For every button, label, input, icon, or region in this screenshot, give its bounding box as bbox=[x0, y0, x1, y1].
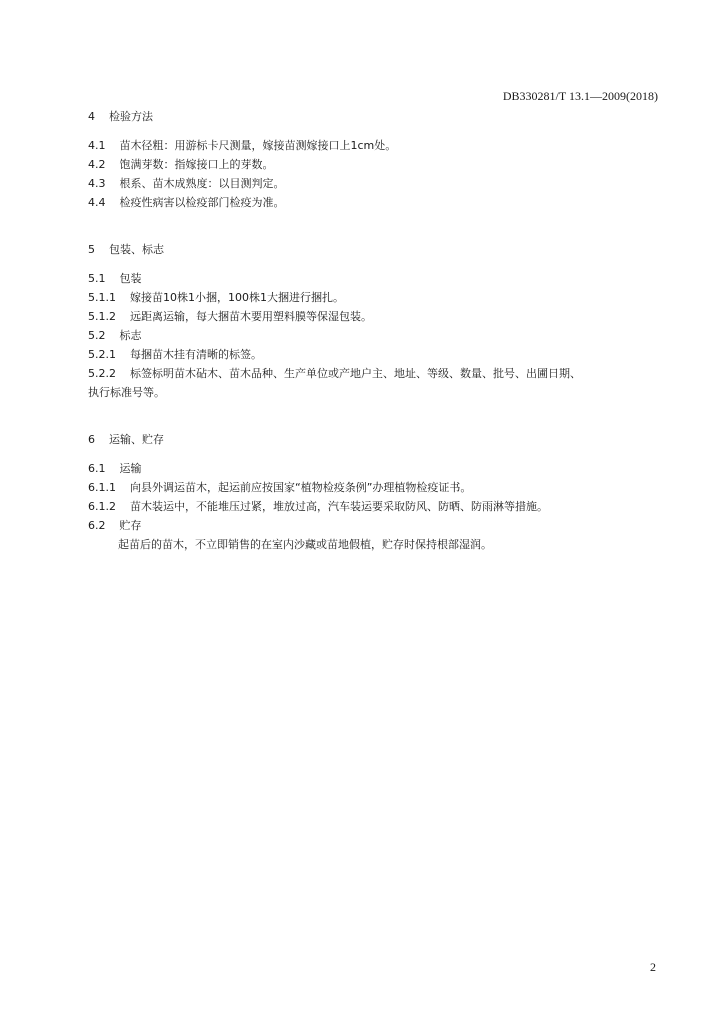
section-number: 5 bbox=[88, 243, 95, 256]
clause-number: 5.1.1 bbox=[88, 291, 116, 304]
subsection-title: 贮存 bbox=[119, 519, 142, 532]
clause-line bbox=[88, 348, 262, 362]
section-title: 检验方法 bbox=[109, 110, 153, 123]
subsection-heading bbox=[88, 272, 142, 286]
clause-line bbox=[88, 481, 471, 495]
subsection-heading bbox=[88, 519, 142, 533]
clause-text: 根系、苗木成熟度：以目测判定。 bbox=[119, 177, 285, 190]
subsection-title: 运输 bbox=[119, 462, 142, 475]
subsection-title: 包装 bbox=[119, 272, 142, 285]
subsection-number: 6.2 bbox=[88, 519, 106, 532]
clause-number: 4.1 bbox=[88, 139, 106, 152]
section-title: 运输、贮存 bbox=[109, 433, 164, 446]
section-heading bbox=[88, 433, 164, 447]
clause-line bbox=[88, 196, 285, 210]
clause-number: 4.3 bbox=[88, 177, 106, 190]
clause-text: 执行标准号等。 bbox=[88, 386, 165, 399]
clause-number: 4.4 bbox=[88, 196, 106, 209]
clause-number: 5.1.2 bbox=[88, 310, 116, 323]
clause-line bbox=[88, 139, 396, 153]
clause-text: 标签标明苗木砧木、苗木品种、生产单位或产地户主、地址、等级、数量、批号、出圃日期、 bbox=[130, 367, 581, 380]
clause-number: 6.1.2 bbox=[88, 500, 116, 513]
paragraph bbox=[118, 538, 492, 552]
subsection-number: 6.1 bbox=[88, 462, 106, 475]
clause-number: 4.2 bbox=[88, 158, 106, 171]
paragraph-text: 起苗后的苗木，不立即销售的在室内沙藏或苗地假植，贮存时保持根部湿润。 bbox=[118, 538, 492, 551]
clause-number: 5.2.1 bbox=[88, 348, 116, 361]
section-heading bbox=[88, 243, 164, 257]
clause-text: 苗木径粗：用游标卡尺测量，嫁接苗测嫁接口上1cm处。 bbox=[119, 139, 397, 152]
section-title: 包装、标志 bbox=[109, 243, 164, 256]
clause-text: 苗木装运中，不能堆压过紧，堆放过高，汽车装运要采取防风、防晒、防雨淋等措施。 bbox=[130, 500, 548, 513]
clause-text: 饱满芽数：指嫁接口上的芽数。 bbox=[119, 158, 274, 171]
clause-text: 向县外调运苗木，起运前应按国家“植物检疫条例”办理植物检疫证书。 bbox=[130, 481, 472, 494]
clause-continuation bbox=[88, 386, 165, 400]
page-number: 2 bbox=[650, 960, 656, 974]
clause-line bbox=[88, 177, 285, 191]
section-number: 6 bbox=[88, 433, 95, 446]
subsection-title: 标志 bbox=[119, 329, 142, 342]
clause-text: 检疫性病害以检疫部门检疫为准。 bbox=[119, 196, 285, 209]
clause-number: 6.1.1 bbox=[88, 481, 116, 494]
clause-line bbox=[88, 367, 581, 381]
subsection-number: 5.1 bbox=[88, 272, 106, 285]
subsection-heading bbox=[88, 462, 142, 476]
clause-line bbox=[88, 500, 548, 514]
subsection-heading bbox=[88, 329, 142, 343]
clause-text: 每捆苗木挂有清晰的标签。 bbox=[130, 348, 262, 361]
clause-line bbox=[88, 291, 344, 305]
clause-line bbox=[88, 158, 274, 172]
standard-code: DB330281/T 13.1—2009(2018) bbox=[502, 89, 658, 103]
clause-text: 嫁接苗10株1小捆，100株1大捆进行捆扎。 bbox=[130, 291, 344, 304]
clause-text: 远距离运输，每大捆苗木要用塑料膜等保湿包装。 bbox=[130, 310, 372, 323]
section-number: 4 bbox=[88, 110, 95, 123]
subsection-number: 5.2 bbox=[88, 329, 106, 342]
clause-line bbox=[88, 310, 372, 324]
clause-number: 5.2.2 bbox=[88, 367, 116, 380]
section-heading bbox=[88, 110, 153, 124]
